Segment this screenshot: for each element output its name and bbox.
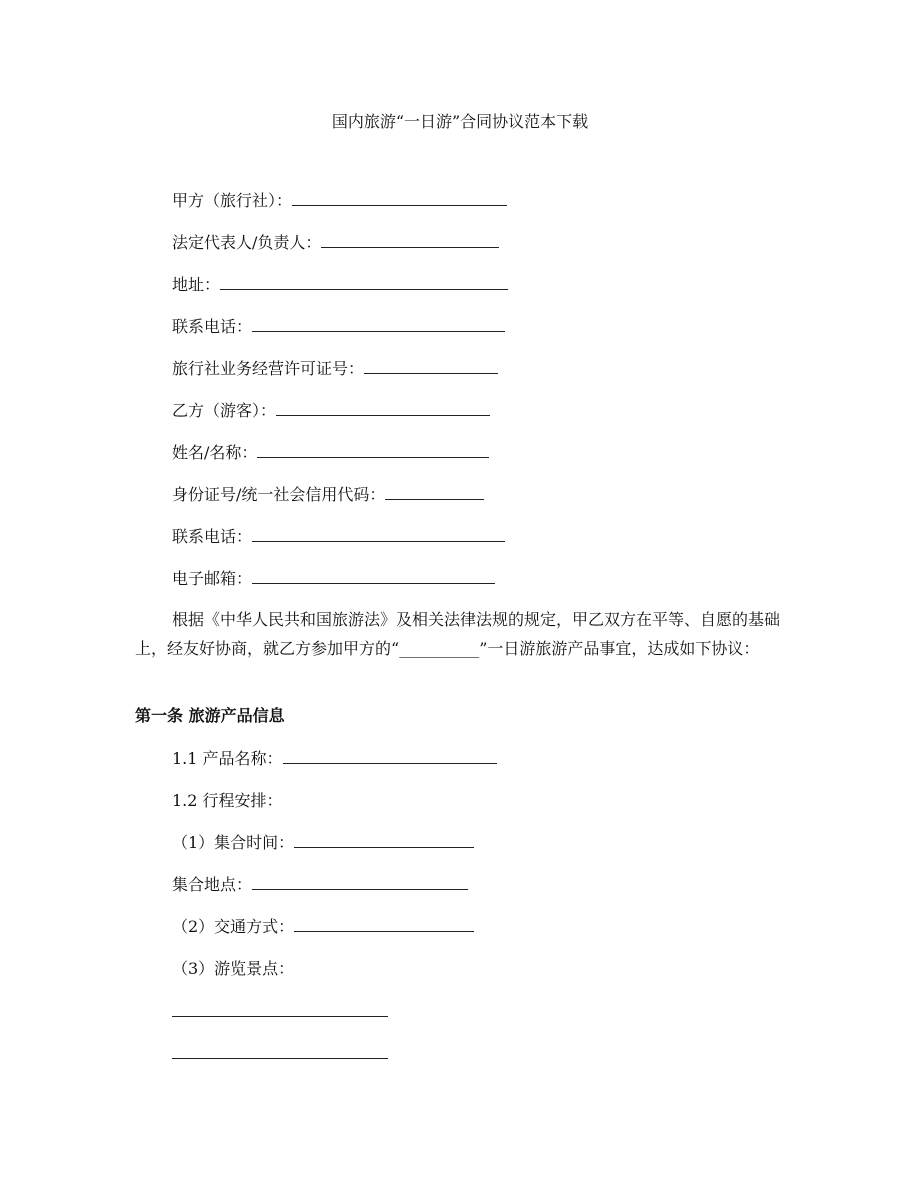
field-label: 甲方（旅行社）： [172,191,293,210]
field-phone-b [172,525,505,549]
field-name [172,441,489,465]
item-label: （3）游览景点： [172,959,295,978]
item-transport [172,915,474,939]
fill-blank [220,277,508,290]
field-label: 姓名/名称： [172,443,258,462]
field-phone-a [172,315,505,339]
field-label: 联系电话： [172,317,253,336]
fill-blank-line [172,1016,388,1017]
fill-blank [292,193,507,206]
intro-paragraph [135,605,795,663]
section-heading: 第一条 旅游产品信息 [135,706,285,725]
field-label: 地址： [172,275,221,294]
intro-text-1: 根据《中华人民共和国旅游法》及相关法律法规的规定，甲乙双方在平等、自愿的基础上，经友好协商，就乙方参加甲方的“ [135,610,781,658]
field-label: 联系电话： [172,527,253,546]
fill-blank [283,751,497,764]
fill-blank [321,235,499,248]
fill-blank [276,403,490,416]
intro-blank: __________ [399,639,480,658]
item-itinerary [172,789,283,813]
field-label: 法定代表人/负责人： [172,233,322,252]
field-license-number [172,357,498,381]
field-party-b [172,399,490,423]
field-label: 旅行社业务经营许可证号： [172,359,365,378]
item-label: 集合地点： [172,875,253,894]
field-label: 乙方（游客）： [172,401,277,420]
fill-blank [364,361,498,374]
field-email [172,567,495,591]
item-label: （1）集合时间： [172,833,295,852]
fill-blank [385,487,484,500]
document-title: 国内旅游“一日游”合同协议范本下载 [331,112,589,131]
fill-blank [252,571,495,584]
field-id-number [172,483,484,507]
fill-blank [252,529,505,542]
field-legal-representative [172,231,499,255]
item-meeting-place [172,873,468,897]
field-party-a [172,189,507,213]
item-product-name [172,747,497,771]
fill-blank [252,877,468,890]
fill-blank-line [172,1058,388,1059]
fill-blank [294,919,474,932]
item-attractions [172,957,294,981]
field-label: 电子邮箱： [172,569,253,588]
item-label: 1.2 行程安排： [172,791,283,810]
fill-blank [294,835,474,848]
item-label: （2）交通方式： [172,917,295,936]
fill-blank [252,319,505,332]
intro-text-2: ”一日游旅游产品事宜，达成如下协议： [479,639,760,658]
field-label: 身份证号/统一社会信用代码： [172,485,386,504]
field-address [172,273,508,297]
item-meeting-time [172,831,474,855]
fill-blank [257,445,489,458]
item-label: 1.1 产品名称： [172,749,283,768]
